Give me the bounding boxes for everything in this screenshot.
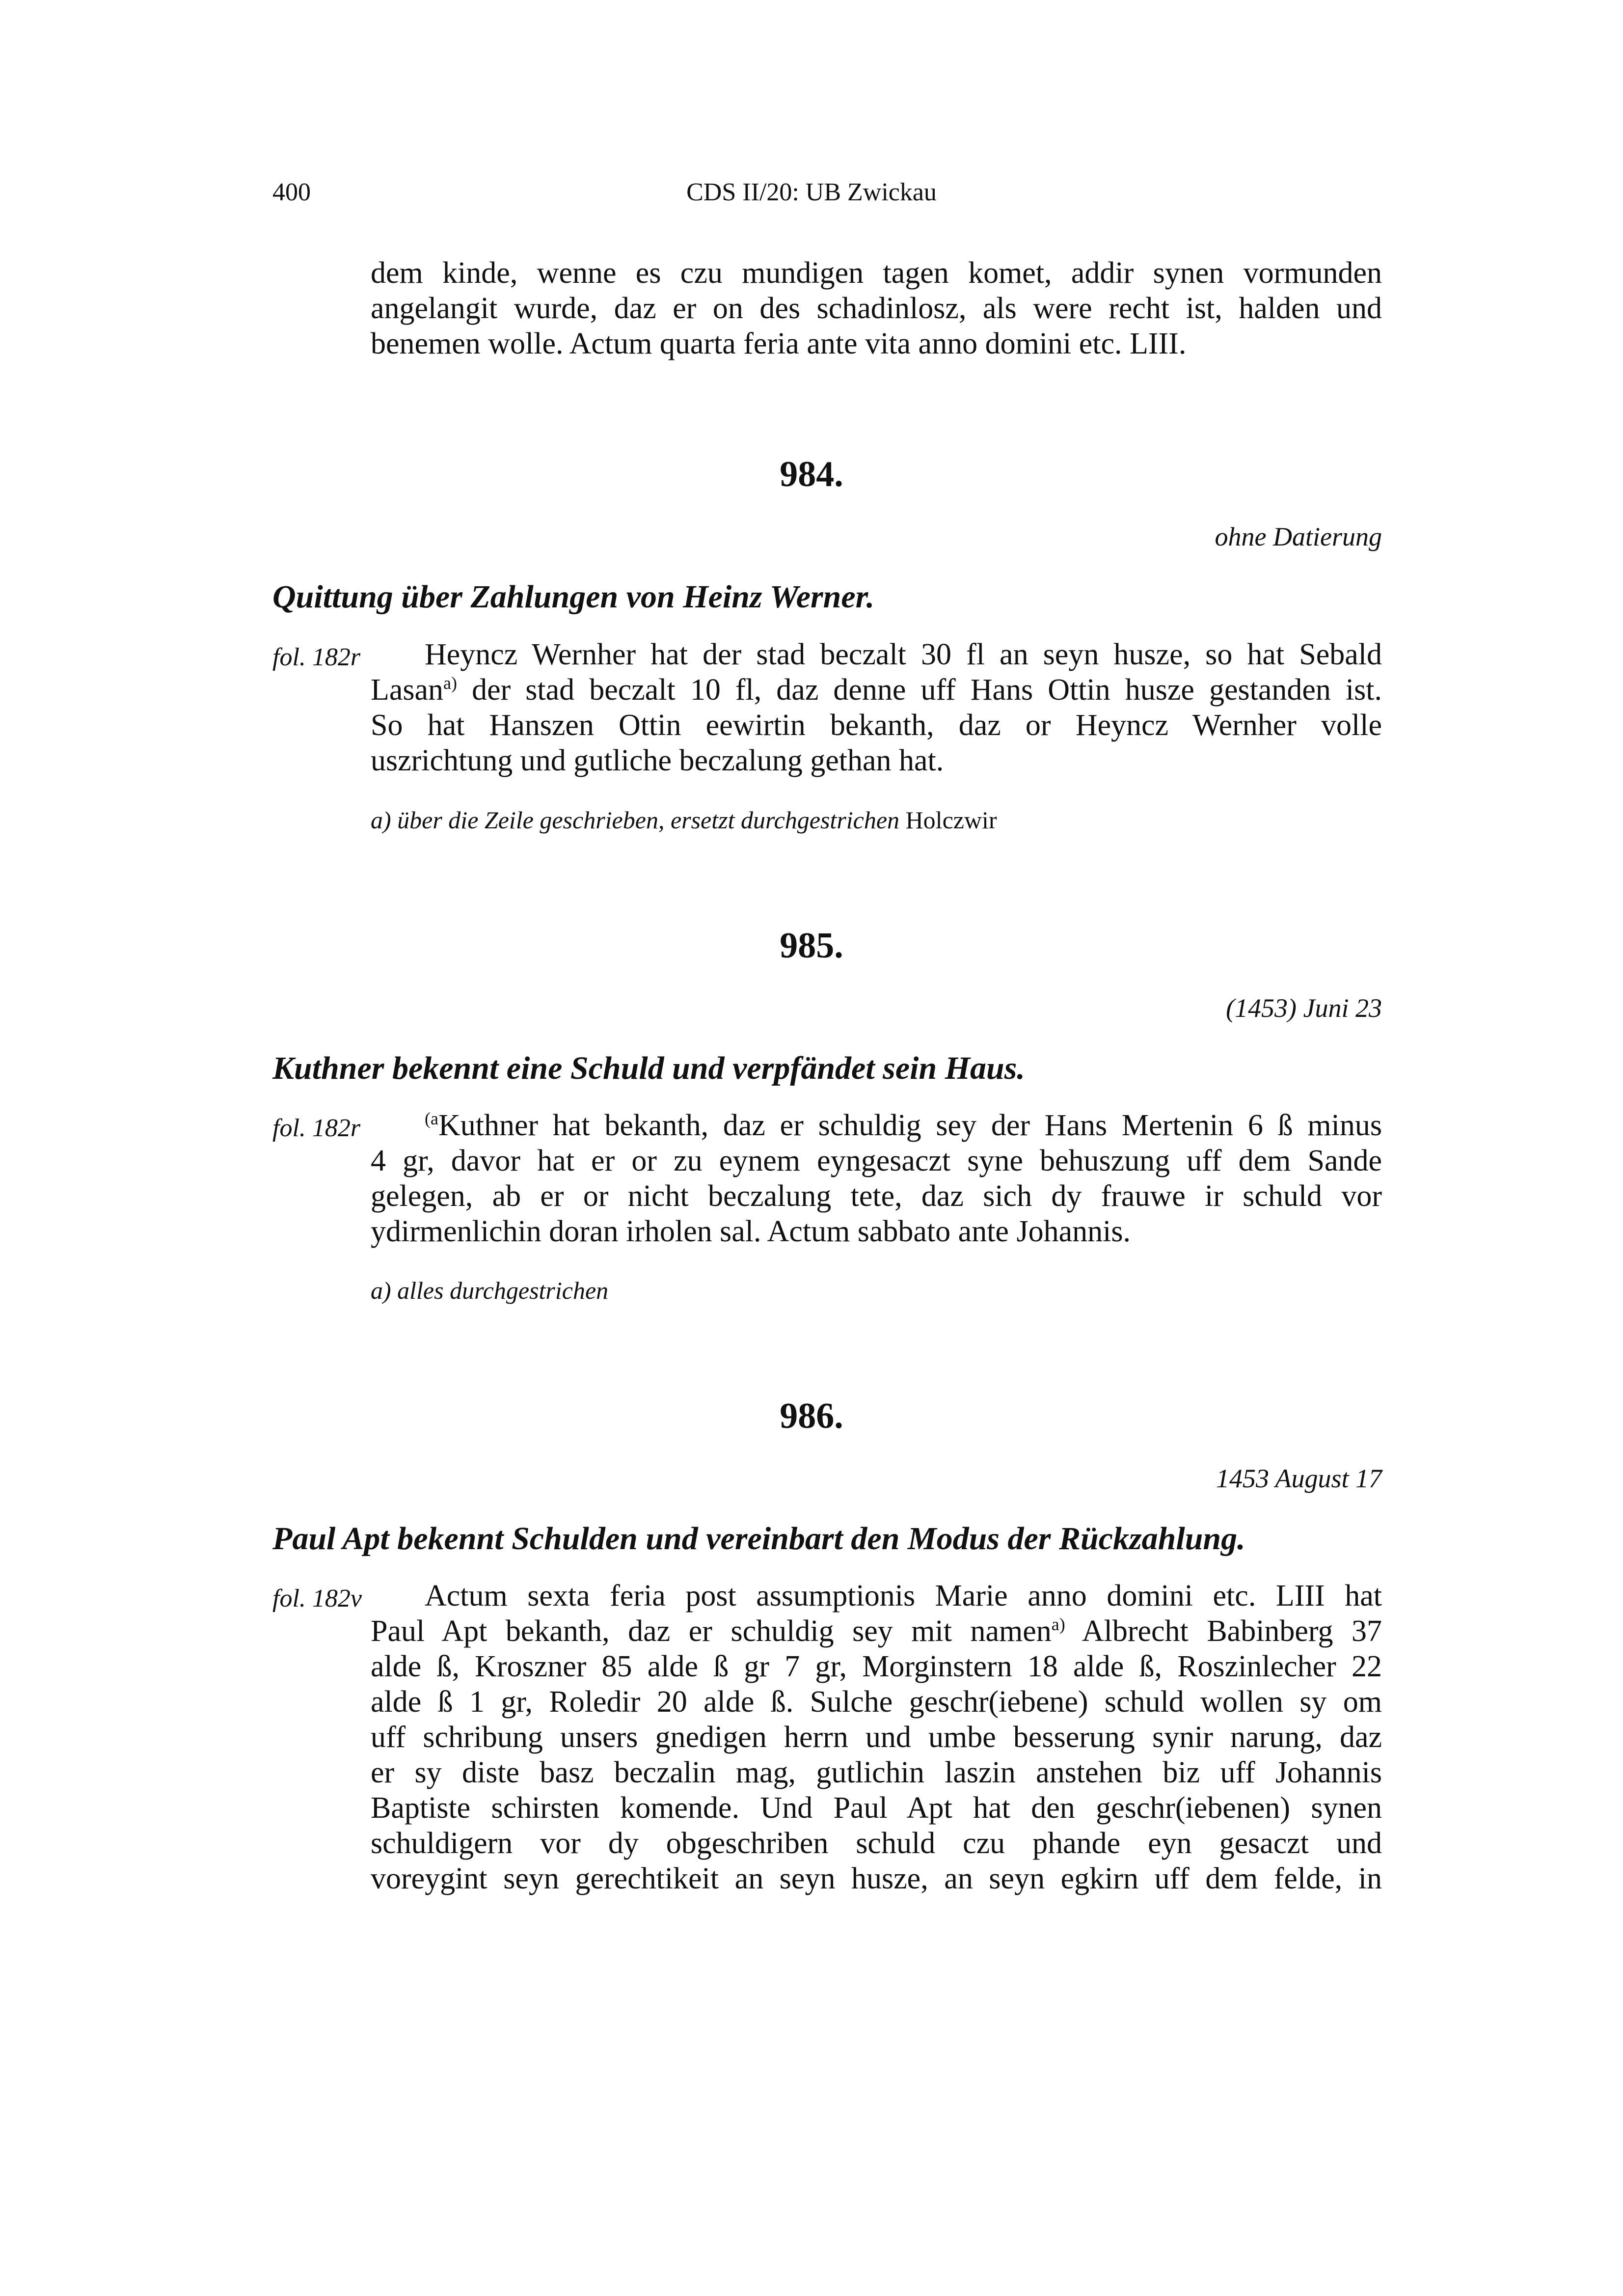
text-line: alde ß, Kroszner 85 alde ß gr 7 gr, Morginstern 18 alde ß, Roszinlecher 22 [371, 1650, 1382, 1683]
footnote [371, 805, 1382, 835]
text-line: benemen wolle. Actum quarta feria ante vita anno domini etc. LIII. [371, 327, 1187, 360]
folio-reference: fol. 182v [272, 1585, 362, 1613]
text-line [272, 1613, 1382, 1649]
text-line: So hat Hanszen Ottin eewirtin bekanth, daz or Heyncz Wernher volle [371, 709, 1382, 742]
text-line: alde ß 1 gr, Roledir 20 alde ß. Sulche geschr(iebene) schuld wollen sy om [371, 1685, 1382, 1719]
entry-date: (1453) Juni 23 [1226, 993, 1382, 1023]
footnote [371, 1276, 1382, 1305]
text-line: gelegen, ab er or nicht beczalung tete, daz sich dy frauwe ir schuld vor [371, 1179, 1382, 1213]
text-span: der stad beczalt 10 fl, daz denne uff Hans Ottin husze gestanden ist. [457, 673, 1382, 707]
entry-number: 985. [780, 926, 843, 966]
footnote-plain: Holczwir [899, 806, 997, 834]
entry-title: Paul Apt bekennt Schulden und vereinbart den Modus der Rückzahlung. [272, 1521, 1245, 1557]
footnote-italic: a) alles durchgestrichen [371, 1277, 609, 1304]
folio-reference: fol. 182r [272, 1114, 361, 1142]
text-span: Albrecht Babinberg 37 [1065, 1614, 1382, 1648]
text-line: ydirmenlichin doran irholen sal. Actum sabbato ante Johannis. [371, 1215, 1131, 1248]
text-line [272, 672, 1382, 708]
footnote-italic: a) über die Zeile geschrieben, ersetzt durchgestrichen [371, 806, 900, 834]
text-line: uff schribung unsers gnedigen herrn und umbe besserung synir narung, daz [371, 1721, 1382, 1754]
text-line: Heyncz Wernher hat der stad beczalt 30 fl an seyn husze, so hat Sebald [425, 638, 1382, 671]
footnote-marker: a) [1051, 1614, 1065, 1634]
entry-number: 984. [780, 454, 843, 494]
text-span: Paul Apt bekanth, daz er schuldig sey mit namen [371, 1614, 1052, 1648]
footnote-marker: (a [425, 1109, 438, 1128]
page-number: 400 [272, 178, 311, 206]
running-title: CDS II/20: UB Zwickau [686, 178, 937, 206]
continuation-text [371, 255, 1382, 361]
text-span: Kuthner hat bekanth, daz er schuldig sey der Hans Mertenin 6 ß minus [438, 1109, 1382, 1142]
text-line [272, 1108, 1382, 1143]
text-line: schuldigern vor dy obgeschriben schuld czu phande eyn gesaczt und [371, 1827, 1382, 1860]
entry-date: 1453 August 17 [1216, 1464, 1382, 1493]
text-line: 4 gr, davor hat er or zu eynem eyngesaczt syne behuszung uff dem Sande [371, 1144, 1382, 1177]
text-line: uszrichtung und gutliche beczalung gethan hat. [371, 744, 944, 777]
text-line: voreygint seyn gerechtikeit an seyn husze, an seyn egkirn uff dem felde, in [371, 1862, 1382, 1895]
entry-title: Kuthner bekennt eine Schuld und verpfändet sein Haus. [272, 1050, 1025, 1086]
text-span: Lasan [371, 673, 444, 707]
entry-title: Quittung über Zahlungen von Heinz Werner. [272, 579, 875, 615]
entry-text [272, 1108, 1382, 1249]
text-line: Baptiste schirsten komende. Und Paul Apt hat den geschr(iebenen) synen [371, 1791, 1382, 1825]
entry-text [272, 1578, 1382, 1896]
entry-number: 986. [780, 1396, 843, 1436]
entry-text [272, 637, 1382, 778]
text-line: er sy diste basz beczalin mag, gutlichin laszin anstehen biz uff Johannis [371, 1756, 1382, 1789]
entry-date: ohne Datierung [1215, 522, 1382, 551]
text-line: angelangit wurde, daz er on des schadinlosz, als were recht ist, halden und [371, 292, 1382, 325]
footnote-marker: a) [443, 673, 458, 693]
text-line: dem kinde, wenne es czu mundigen tagen komet, addir synen vormunden [371, 256, 1382, 290]
text-line: Actum sexta feria post assumptionis Marie anno domini etc. LIII hat [425, 1579, 1382, 1613]
folio-reference: fol. 182r [272, 643, 361, 671]
